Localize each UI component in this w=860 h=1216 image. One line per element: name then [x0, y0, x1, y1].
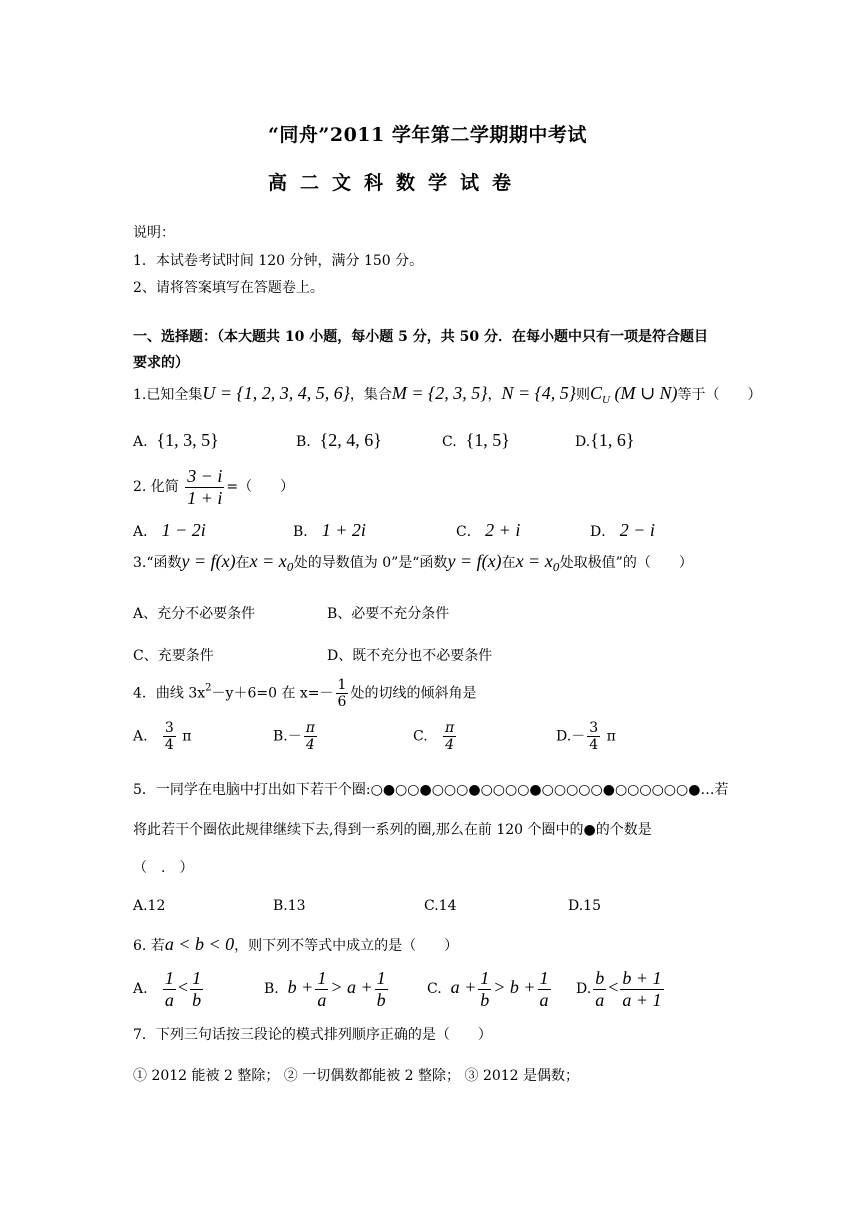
- q5-option-a: A.12: [133, 898, 166, 914]
- question-5-line1: 5．一同学在电脑中打出如下若干个圈:○●○○●○○○●○○○○●○○○○○●○○○○○○●…若: [133, 782, 729, 798]
- exam-subtitle: 高二文科数学试卷: [268, 172, 525, 194]
- q1-mid1: ，集合: [349, 387, 392, 403]
- q2-option-c: C． 2 + i: [456, 520, 521, 540]
- q1-prefix: 1.已知全集: [133, 387, 203, 403]
- q2-option-b: B． 1 + 2i: [293, 520, 366, 540]
- q1-set-m: M = {2, 3, 5}: [391, 383, 488, 403]
- note-item-2: 2、请将答案填写在答题卷上。: [133, 280, 324, 296]
- q1-mid3: 则: [576, 387, 591, 403]
- q5-option-d: D.15: [568, 898, 601, 914]
- exam-title: “同舟”2011 学年第二学期期中考试: [268, 124, 587, 146]
- question-3: 3.“函数y = f(x)在$x = x_0$处的导数值为 0”是“函数y = f(x)在$x = x_0$处取极值”的（ ）: [133, 551, 693, 574]
- q3-option-a: A、充分不必要条件: [133, 606, 256, 622]
- q2-option-d: D． 2 − i: [590, 520, 655, 540]
- question-4: 4．曲线 $3x^2-y+6=0$ 在 x=－ $\frac{1}{6}$ 处的切线的倾斜角是: [133, 677, 477, 711]
- q3-option-d: D、既不充分也不必要条件: [327, 648, 493, 664]
- question-6: 6. 若a < b < 0，则下列不等式中成立的是（ ）: [133, 934, 459, 954]
- q4-option-a: A. $\frac{3}{4}$ π: [133, 720, 192, 754]
- notes-heading: 说明：: [133, 225, 175, 241]
- q5-option-b: B.13: [273, 898, 306, 914]
- q1-set-n: N = {4, 5}: [501, 383, 577, 403]
- q6-option-c: C. a + $\frac{1}{b}$ > b + $\frac{1}{a}$: [427, 968, 549, 1010]
- q1-expr: $C_U$ (M ∪ N): [590, 383, 678, 406]
- q7-statements: ① 2012 能被 2 整除； ② 一切偶数都能被 2 整除； ③ 2012 是偶数；: [133, 1068, 580, 1084]
- q1-option-b: B. {2, 4, 6}: [296, 430, 382, 450]
- question-2: 2. 化简 $\frac{3 - i}{1 + i}$ =（ ）: [133, 466, 295, 508]
- note-item-1: 1．本试卷考试时间 120 分钟，满分 150 分。: [133, 253, 424, 269]
- q5-option-c: C.14: [424, 898, 457, 914]
- q2-fraction: $\frac{3 - i}{1 + i}$: [187, 466, 223, 508]
- q1-option-c: C. {1, 5}: [442, 430, 510, 450]
- q1-mid2: ，: [487, 387, 502, 403]
- q6-option-a: A. $\frac{1}{a}$ < $\frac{1}{b}$: [133, 968, 202, 1010]
- q1-option-d: D.{1, 6}: [575, 430, 635, 450]
- q1-set-u: U = {1, 2, 3, 4, 5, 6}: [202, 383, 350, 403]
- q1-suffix: 等于（ ）: [677, 387, 762, 403]
- q3-option-c: C、充要条件: [133, 648, 214, 664]
- q4-option-d: D.－ $\frac{3}{4}$ π: [556, 720, 616, 754]
- q6-option-b: B. b + $\frac{1}{a}$ > a + $\frac{1}{b}$: [264, 968, 386, 1010]
- question-5-line2: 将此若干个圈依此规律继续下去,得到一系列的圈,那么在前 120 个圈中的●的个数是: [133, 822, 652, 838]
- section-heading-cont: 要求的）: [133, 355, 189, 371]
- q4-option-b: B.－ $\frac{\pi}{4}$: [273, 720, 315, 754]
- question-5-line3: （ . ）: [133, 860, 194, 876]
- q1-option-a: A. {1, 3, 5}: [133, 430, 219, 450]
- q6-option-d: D. $\frac{b}{a}$ < $\frac{b + 1}{a + 1}$: [576, 968, 662, 1010]
- question-1: [133, 383, 762, 406]
- q4-option-c: C. $\frac{\pi}{4}$: [413, 720, 455, 754]
- q3-option-b: B、必要不充分条件: [327, 606, 450, 622]
- section-heading: 一、选择题：（本大题共 10 小题，每小题 5 分，共 50 分．在每小题中只有一项是符合题目: [133, 329, 708, 345]
- q4-fraction: $\frac{1}{6}$: [337, 677, 347, 711]
- q2-option-a: A． 1 − 2i: [133, 520, 206, 540]
- question-7: 7．下列三句话按三段论的模式排列顺序正确的是（ ）: [133, 1027, 492, 1043]
